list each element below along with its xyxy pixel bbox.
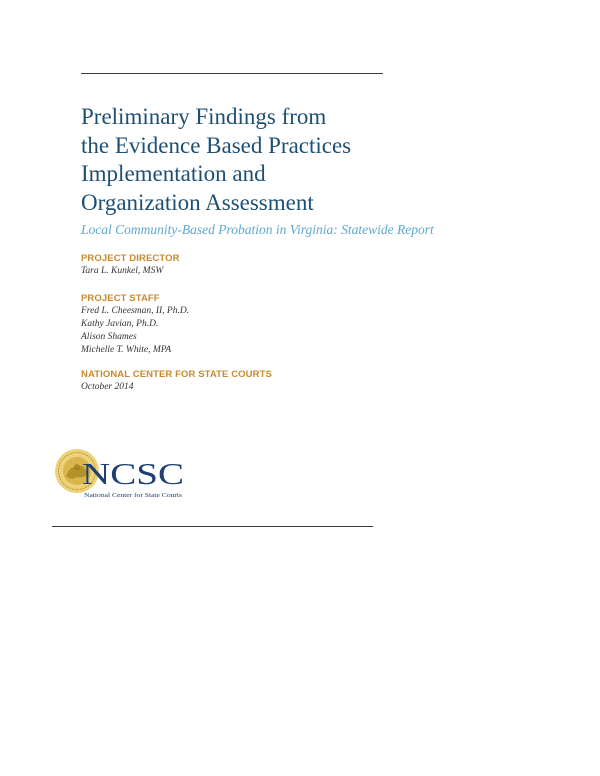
report-date: October 2014 (81, 382, 134, 392)
top-divider (81, 73, 383, 74)
bottom-divider (52, 526, 373, 527)
title-line-2: the Evidence Based Practices (81, 132, 352, 158)
logo-wordmark: NCSC (82, 456, 184, 491)
project-director-name: Tara L. Kunkel, MSW (81, 266, 164, 276)
project-director-heading: PROJECT DIRECTOR (81, 253, 180, 264)
ncsc-logo (52, 443, 187, 501)
staff-member: Michelle T. White, MPA (81, 345, 172, 355)
project-director-section (81, 253, 180, 278)
organization-heading: NATIONAL CENTER FOR STATE COURTS (81, 369, 272, 380)
report-subtitle: Local Community-Based Probation in Virginia: Statewide Report (81, 222, 434, 237)
organization-section (81, 369, 272, 394)
staff-member: Alison Shames (81, 332, 137, 342)
project-staff-section (81, 293, 189, 357)
logo-tagline: National Center for State Courts (84, 492, 183, 499)
title-line-4: Organization Assessment (81, 189, 314, 215)
staff-member: Fred L. Cheesman, II, Ph.D. (81, 306, 190, 316)
project-staff-heading: PROJECT STAFF (81, 293, 160, 304)
title-line-3: Implementation and (81, 161, 266, 186)
title-line-1: Preliminary Findings from (81, 104, 327, 129)
staff-member: Kathy Javian, Ph.D. (81, 319, 159, 329)
report-title (81, 103, 521, 217)
